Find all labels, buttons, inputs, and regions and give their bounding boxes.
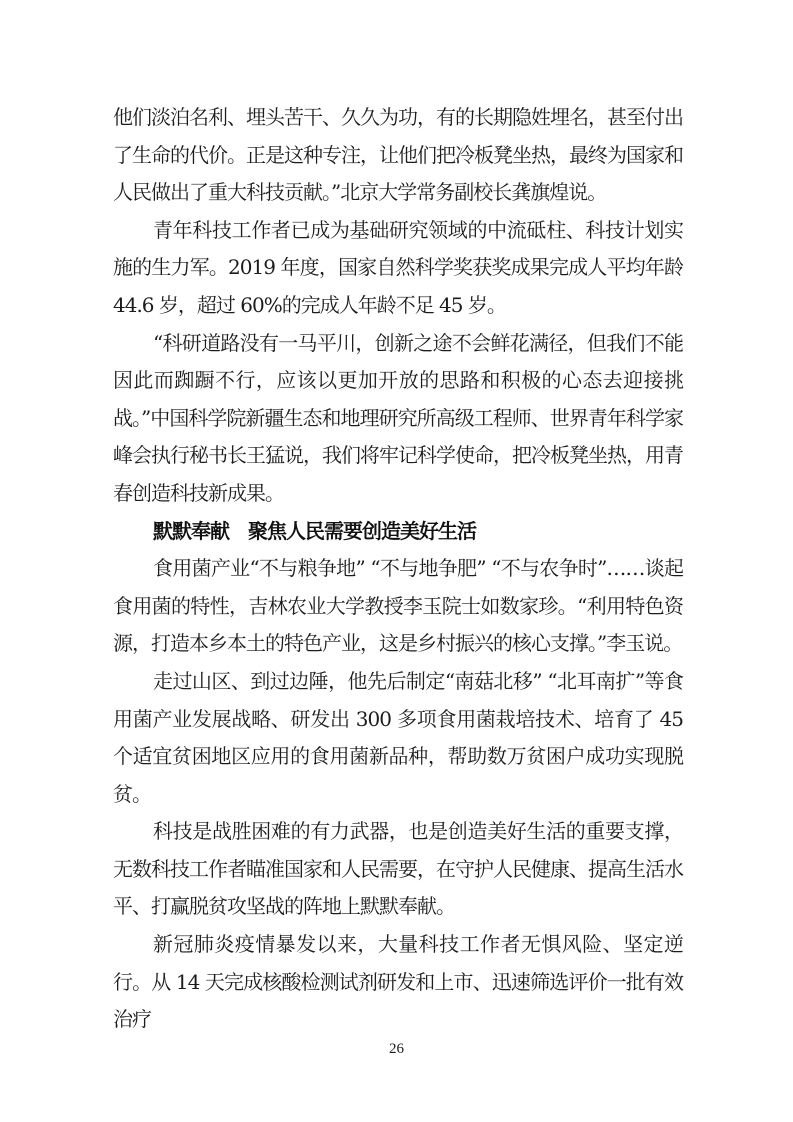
paragraph: 青年科技工作者已成为基础研究领域的中流砥柱、科技计划实施的生力军。2019 年度，国家自然科学奖获奖成果完成人平均年龄 44.6 岁，超过 60%的完成人年龄不足 45 岁。	[113, 217, 683, 317]
paragraph: 新冠肺炎疫情暴发以来，大量科技工作者无惧风险、坚定逆行。从 14 天完成核酸检测试剂研发和上市、迅速筛选评价一批有效治疗	[113, 932, 683, 1032]
paragraph: 食用菌产业“不与粮争地” “不与地争肥” “不与农争时”……谈起食用菌的特性，吉林农业大学教授李玉院士如数家珍。“利用特色资源，打造本乡本土的特色产业，这是乡村振兴的核心支撑。”李玉说。	[113, 556, 683, 656]
paragraph: 走过山区、到过边陲，他先后制定“南菇北移” “北耳南扩”等食用菌产业发展战略、研发出 300 多项食用菌栽培技术、培育了 45 个适宜贫困地区应用的食用菌新品种，帮助数万贫困户成功实现脱贫。	[113, 668, 683, 806]
page-number: 26	[389, 1041, 404, 1057]
document-body	[113, 99, 683, 1039]
paragraph: “科研道路没有一马平川，创新之途不会鲜花满径，但我们不能因此而踟蹰不行，应该以更加开放的思路和积极的心态去迎接挑战。”中国科学院新疆生态和地理研究所高级工程师、世界青年科学家峰会执行秘书长王猛说，我们将牢记科学使命，把冷板凳坐热，用青春创造科技新成果。	[113, 330, 683, 505]
section-heading: 默默奉献 聚焦人民需要创造美好生活	[153, 518, 476, 543]
paragraph: 科技是战胜困难的有力武器，也是创造美好生活的重要支撑，无数科技工作者瞄准国家和人民需要，在守护人民健康、提高生活水平、打赢脱贫攻坚战的阵地上默默奉献。	[113, 819, 683, 919]
page-footer	[0, 1038, 793, 1058]
paragraph: 他们淡泊名利、埋头苦干、久久为功，有的长期隐姓埋名，甚至付出了生命的代价。正是这种专注，让他们把冷板凳坐热，最终为国家和人民做出了重大科技贡献。”北京大学常务副校长龚旗煌说。	[113, 105, 683, 205]
